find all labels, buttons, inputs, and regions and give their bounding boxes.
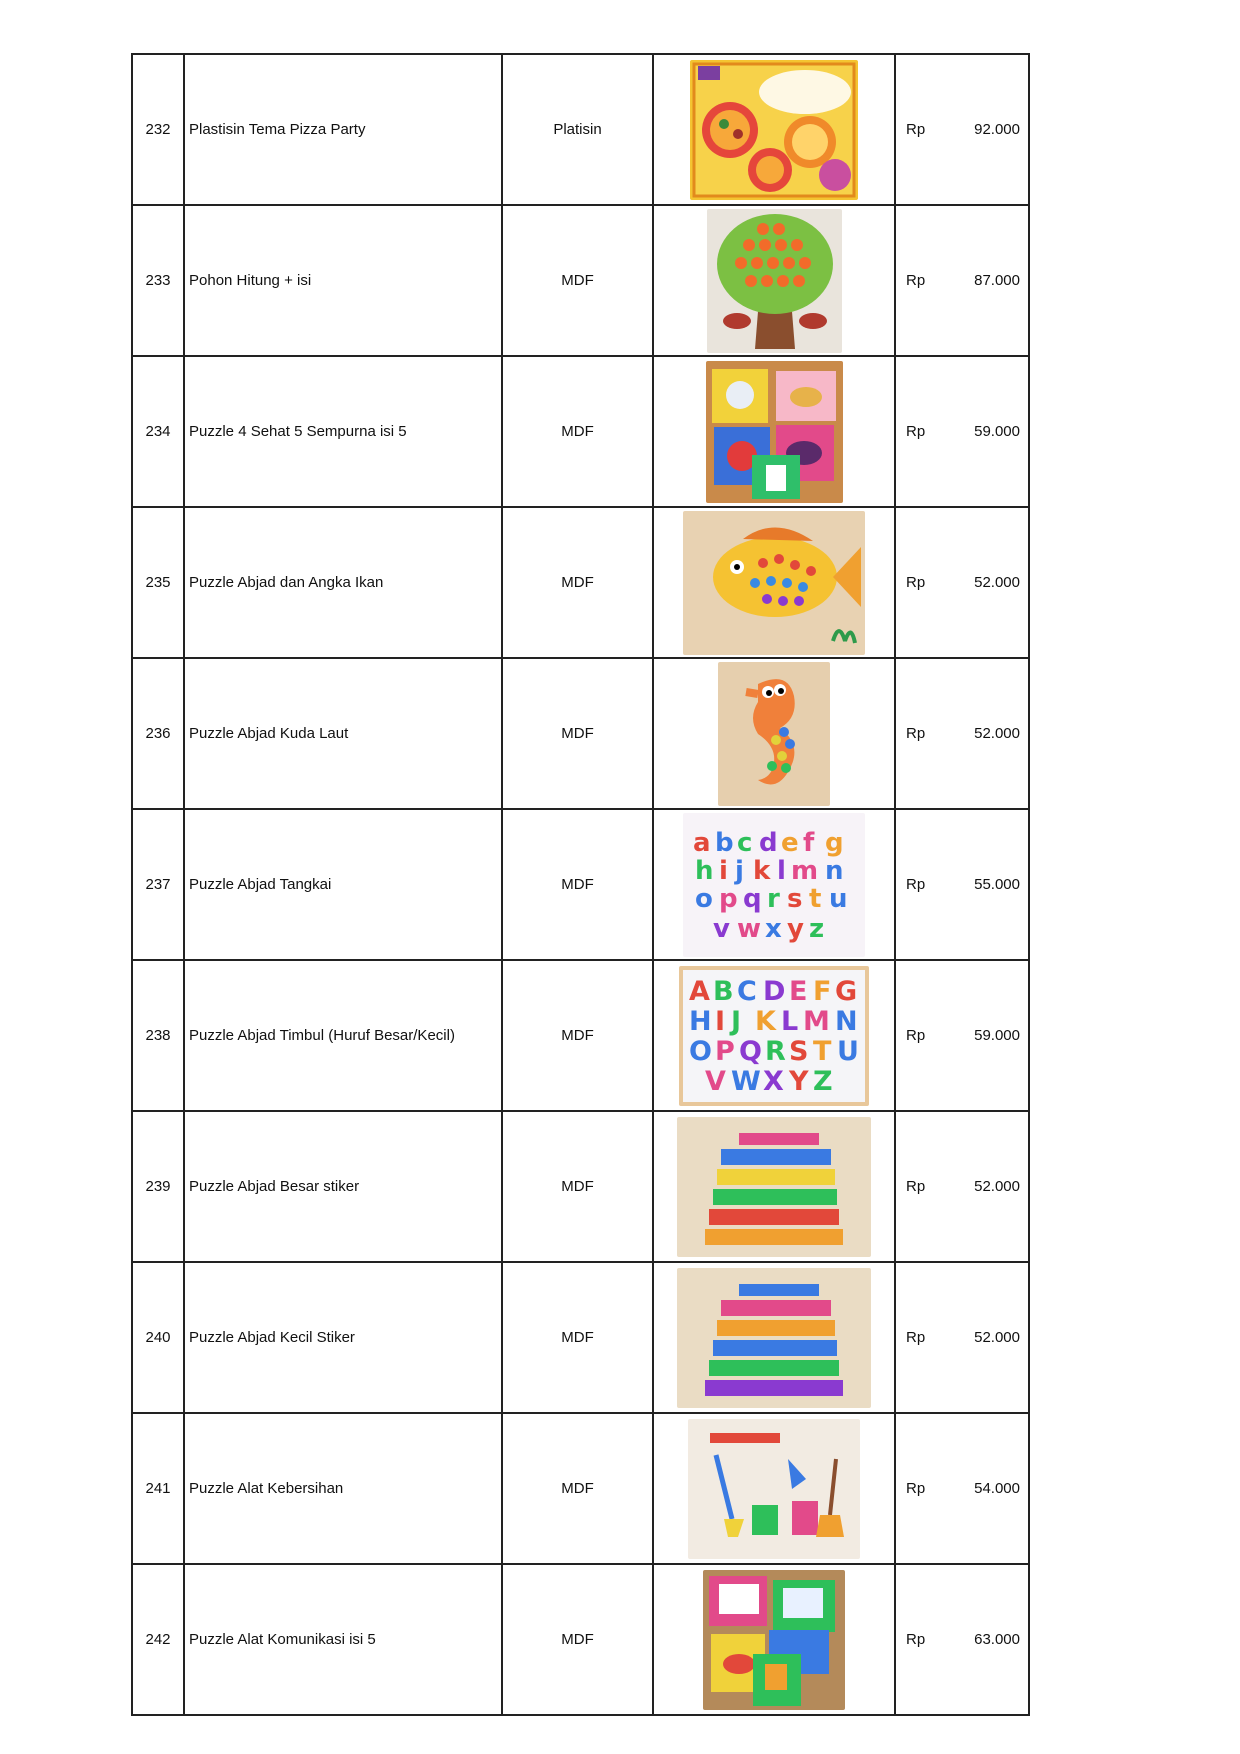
svg-text:C: C — [737, 975, 757, 1007]
item-material: MDF — [502, 1262, 653, 1413]
item-image-cell — [653, 1413, 895, 1564]
item-price-cell — [895, 809, 1029, 960]
svg-text:Q: Q — [739, 1035, 762, 1067]
item-name: Plastisin Tema Pizza Party — [184, 54, 502, 205]
table-row — [132, 1413, 1029, 1564]
svg-text:V: V — [705, 1065, 726, 1097]
svg-text:e: e — [781, 827, 799, 858]
product-photo — [688, 1419, 860, 1559]
item-number: 237 — [132, 809, 184, 960]
item-price: 59.000 — [974, 1027, 1020, 1044]
svg-text:K: K — [755, 1005, 776, 1037]
item-number: 241 — [132, 1413, 184, 1564]
item-number: 238 — [132, 960, 184, 1111]
table-row — [132, 1262, 1029, 1413]
item-price-cell — [895, 1413, 1029, 1564]
svg-text:F: F — [813, 975, 832, 1007]
item-price-cell — [895, 960, 1029, 1111]
item-price: 54.000 — [974, 1480, 1020, 1497]
item-price-cell — [895, 507, 1029, 658]
product-table — [131, 53, 1030, 1716]
item-price-cell — [895, 1564, 1029, 1715]
table-row — [132, 54, 1029, 205]
item-number: 236 — [132, 658, 184, 809]
table-row — [132, 356, 1029, 507]
product-photo — [677, 1268, 871, 1408]
item-name: Puzzle Abjad Kuda Laut — [184, 658, 502, 809]
svg-text:d: d — [759, 827, 778, 858]
product-photo — [706, 361, 843, 503]
item-price: 52.000 — [974, 725, 1020, 742]
svg-text:G: G — [835, 975, 858, 1007]
item-image-cell — [653, 205, 895, 356]
svg-text:l: l — [777, 855, 786, 886]
item-number: 235 — [132, 507, 184, 658]
svg-text:Y: Y — [789, 1065, 809, 1097]
svg-text:W: W — [731, 1065, 761, 1097]
item-material: MDF — [502, 1111, 653, 1262]
item-name: Puzzle Alat Komunikasi isi 5 — [184, 1564, 502, 1715]
item-name: Puzzle Abjad dan Angka Ikan — [184, 507, 502, 658]
item-price: 52.000 — [974, 1329, 1020, 1346]
svg-text:O: O — [689, 1035, 712, 1067]
svg-text:J: J — [731, 1005, 742, 1037]
item-price: 87.000 — [974, 272, 1020, 289]
item-number: 239 — [132, 1111, 184, 1262]
item-material: MDF — [502, 658, 653, 809]
svg-text:y: y — [787, 913, 804, 944]
table-row — [132, 507, 1029, 658]
item-image-cell — [653, 507, 895, 658]
svg-text:a: a — [693, 827, 711, 858]
currency-label: Rp — [906, 1480, 926, 1497]
item-name: Pohon Hitung + isi — [184, 205, 502, 356]
item-image-cell — [653, 1111, 895, 1262]
item-material: MDF — [502, 356, 653, 507]
item-number: 234 — [132, 356, 184, 507]
item-name: Puzzle Abjad Kecil Stiker — [184, 1262, 502, 1413]
product-photo — [683, 511, 865, 655]
item-name: Puzzle Abjad Timbul (Huruf Besar/Kecil) — [184, 960, 502, 1111]
svg-text:P: P — [715, 1035, 735, 1067]
svg-text:u: u — [829, 883, 848, 914]
svg-text:j: j — [735, 855, 744, 886]
currency-label: Rp — [906, 725, 926, 742]
svg-text:x: x — [765, 913, 782, 944]
currency-label: Rp — [906, 1027, 926, 1044]
svg-text:r: r — [767, 883, 780, 914]
svg-text:i: i — [719, 855, 728, 886]
item-image-cell — [653, 960, 895, 1111]
item-material: Platisin — [502, 54, 653, 205]
svg-text:I: I — [715, 1005, 726, 1037]
item-price: 92.000 — [974, 121, 1020, 138]
item-price-cell — [895, 1262, 1029, 1413]
item-price: 55.000 — [974, 876, 1020, 893]
svg-text:D: D — [763, 975, 786, 1007]
item-number: 240 — [132, 1262, 184, 1413]
svg-text:S: S — [789, 1035, 809, 1067]
item-image-cell — [653, 809, 895, 960]
svg-text:E: E — [789, 975, 808, 1007]
svg-text:s: s — [787, 883, 803, 914]
svg-text:m: m — [791, 855, 819, 886]
svg-text:N: N — [835, 1005, 858, 1037]
svg-text:n: n — [825, 855, 844, 886]
table-row — [132, 658, 1029, 809]
svg-text:Z: Z — [813, 1065, 833, 1097]
item-number: 233 — [132, 205, 184, 356]
item-price: 52.000 — [974, 574, 1020, 591]
svg-text:q: q — [743, 883, 762, 914]
svg-text:T: T — [813, 1035, 832, 1067]
svg-text:c: c — [737, 827, 753, 858]
item-price-cell — [895, 205, 1029, 356]
product-photo — [703, 1570, 845, 1710]
table-row — [132, 809, 1029, 960]
currency-label: Rp — [906, 423, 926, 440]
currency-label: Rp — [906, 272, 926, 289]
product-photo — [718, 662, 830, 806]
svg-text:k: k — [753, 855, 771, 886]
svg-text:t: t — [809, 883, 822, 914]
item-image-cell — [653, 356, 895, 507]
svg-text:A: A — [689, 975, 710, 1007]
svg-text:B: B — [713, 975, 734, 1007]
table-row — [132, 960, 1029, 1111]
item-name: Puzzle Abjad Tangkai — [184, 809, 502, 960]
svg-text:L: L — [781, 1005, 799, 1037]
svg-text:b: b — [715, 827, 734, 858]
item-material: MDF — [502, 960, 653, 1111]
svg-text:g: g — [825, 827, 844, 858]
item-price: 52.000 — [974, 1178, 1020, 1195]
item-price: 63.000 — [974, 1631, 1020, 1648]
item-material: MDF — [502, 809, 653, 960]
item-price-cell — [895, 356, 1029, 507]
item-name: Puzzle 4 Sehat 5 Sempurna isi 5 — [184, 356, 502, 507]
item-number: 232 — [132, 54, 184, 205]
svg-text:p: p — [719, 883, 738, 914]
item-image-cell — [653, 1564, 895, 1715]
item-name: Puzzle Abjad Besar stiker — [184, 1111, 502, 1262]
svg-text:f: f — [803, 827, 815, 858]
item-image-cell — [653, 1262, 895, 1413]
item-number: 242 — [132, 1564, 184, 1715]
item-material: MDF — [502, 205, 653, 356]
svg-text:v: v — [713, 913, 730, 944]
svg-text:X: X — [763, 1065, 784, 1097]
svg-text:M: M — [803, 1005, 830, 1037]
svg-text:R: R — [765, 1035, 786, 1067]
item-price: 59.000 — [974, 423, 1020, 440]
svg-text:o: o — [695, 883, 713, 914]
item-price-cell — [895, 1111, 1029, 1262]
currency-label: Rp — [906, 574, 926, 591]
item-price-cell — [895, 658, 1029, 809]
svg-text:w: w — [737, 913, 762, 944]
product-photo — [677, 1117, 871, 1257]
item-image-cell — [653, 54, 895, 205]
item-material: MDF — [502, 1564, 653, 1715]
item-image-cell — [653, 658, 895, 809]
item-name: Puzzle Alat Kebersihan — [184, 1413, 502, 1564]
currency-label: Rp — [906, 1178, 926, 1195]
svg-text:z: z — [809, 913, 825, 944]
item-price-cell — [895, 54, 1029, 205]
product-photo — [683, 813, 865, 957]
product-photo — [679, 966, 869, 1106]
currency-label: Rp — [906, 1329, 926, 1346]
item-material: MDF — [502, 507, 653, 658]
product-photo — [707, 209, 842, 353]
svg-text:U: U — [837, 1035, 859, 1067]
table-row — [132, 1111, 1029, 1262]
product-photo — [690, 60, 858, 200]
svg-text:H: H — [689, 1005, 712, 1037]
currency-label: Rp — [906, 121, 926, 138]
currency-label: Rp — [906, 876, 926, 893]
currency-label: Rp — [906, 1631, 926, 1648]
product-table-body — [132, 54, 1029, 1715]
item-material: MDF — [502, 1413, 653, 1564]
table-row — [132, 205, 1029, 356]
svg-text:h: h — [695, 855, 714, 886]
table-row — [132, 1564, 1029, 1715]
